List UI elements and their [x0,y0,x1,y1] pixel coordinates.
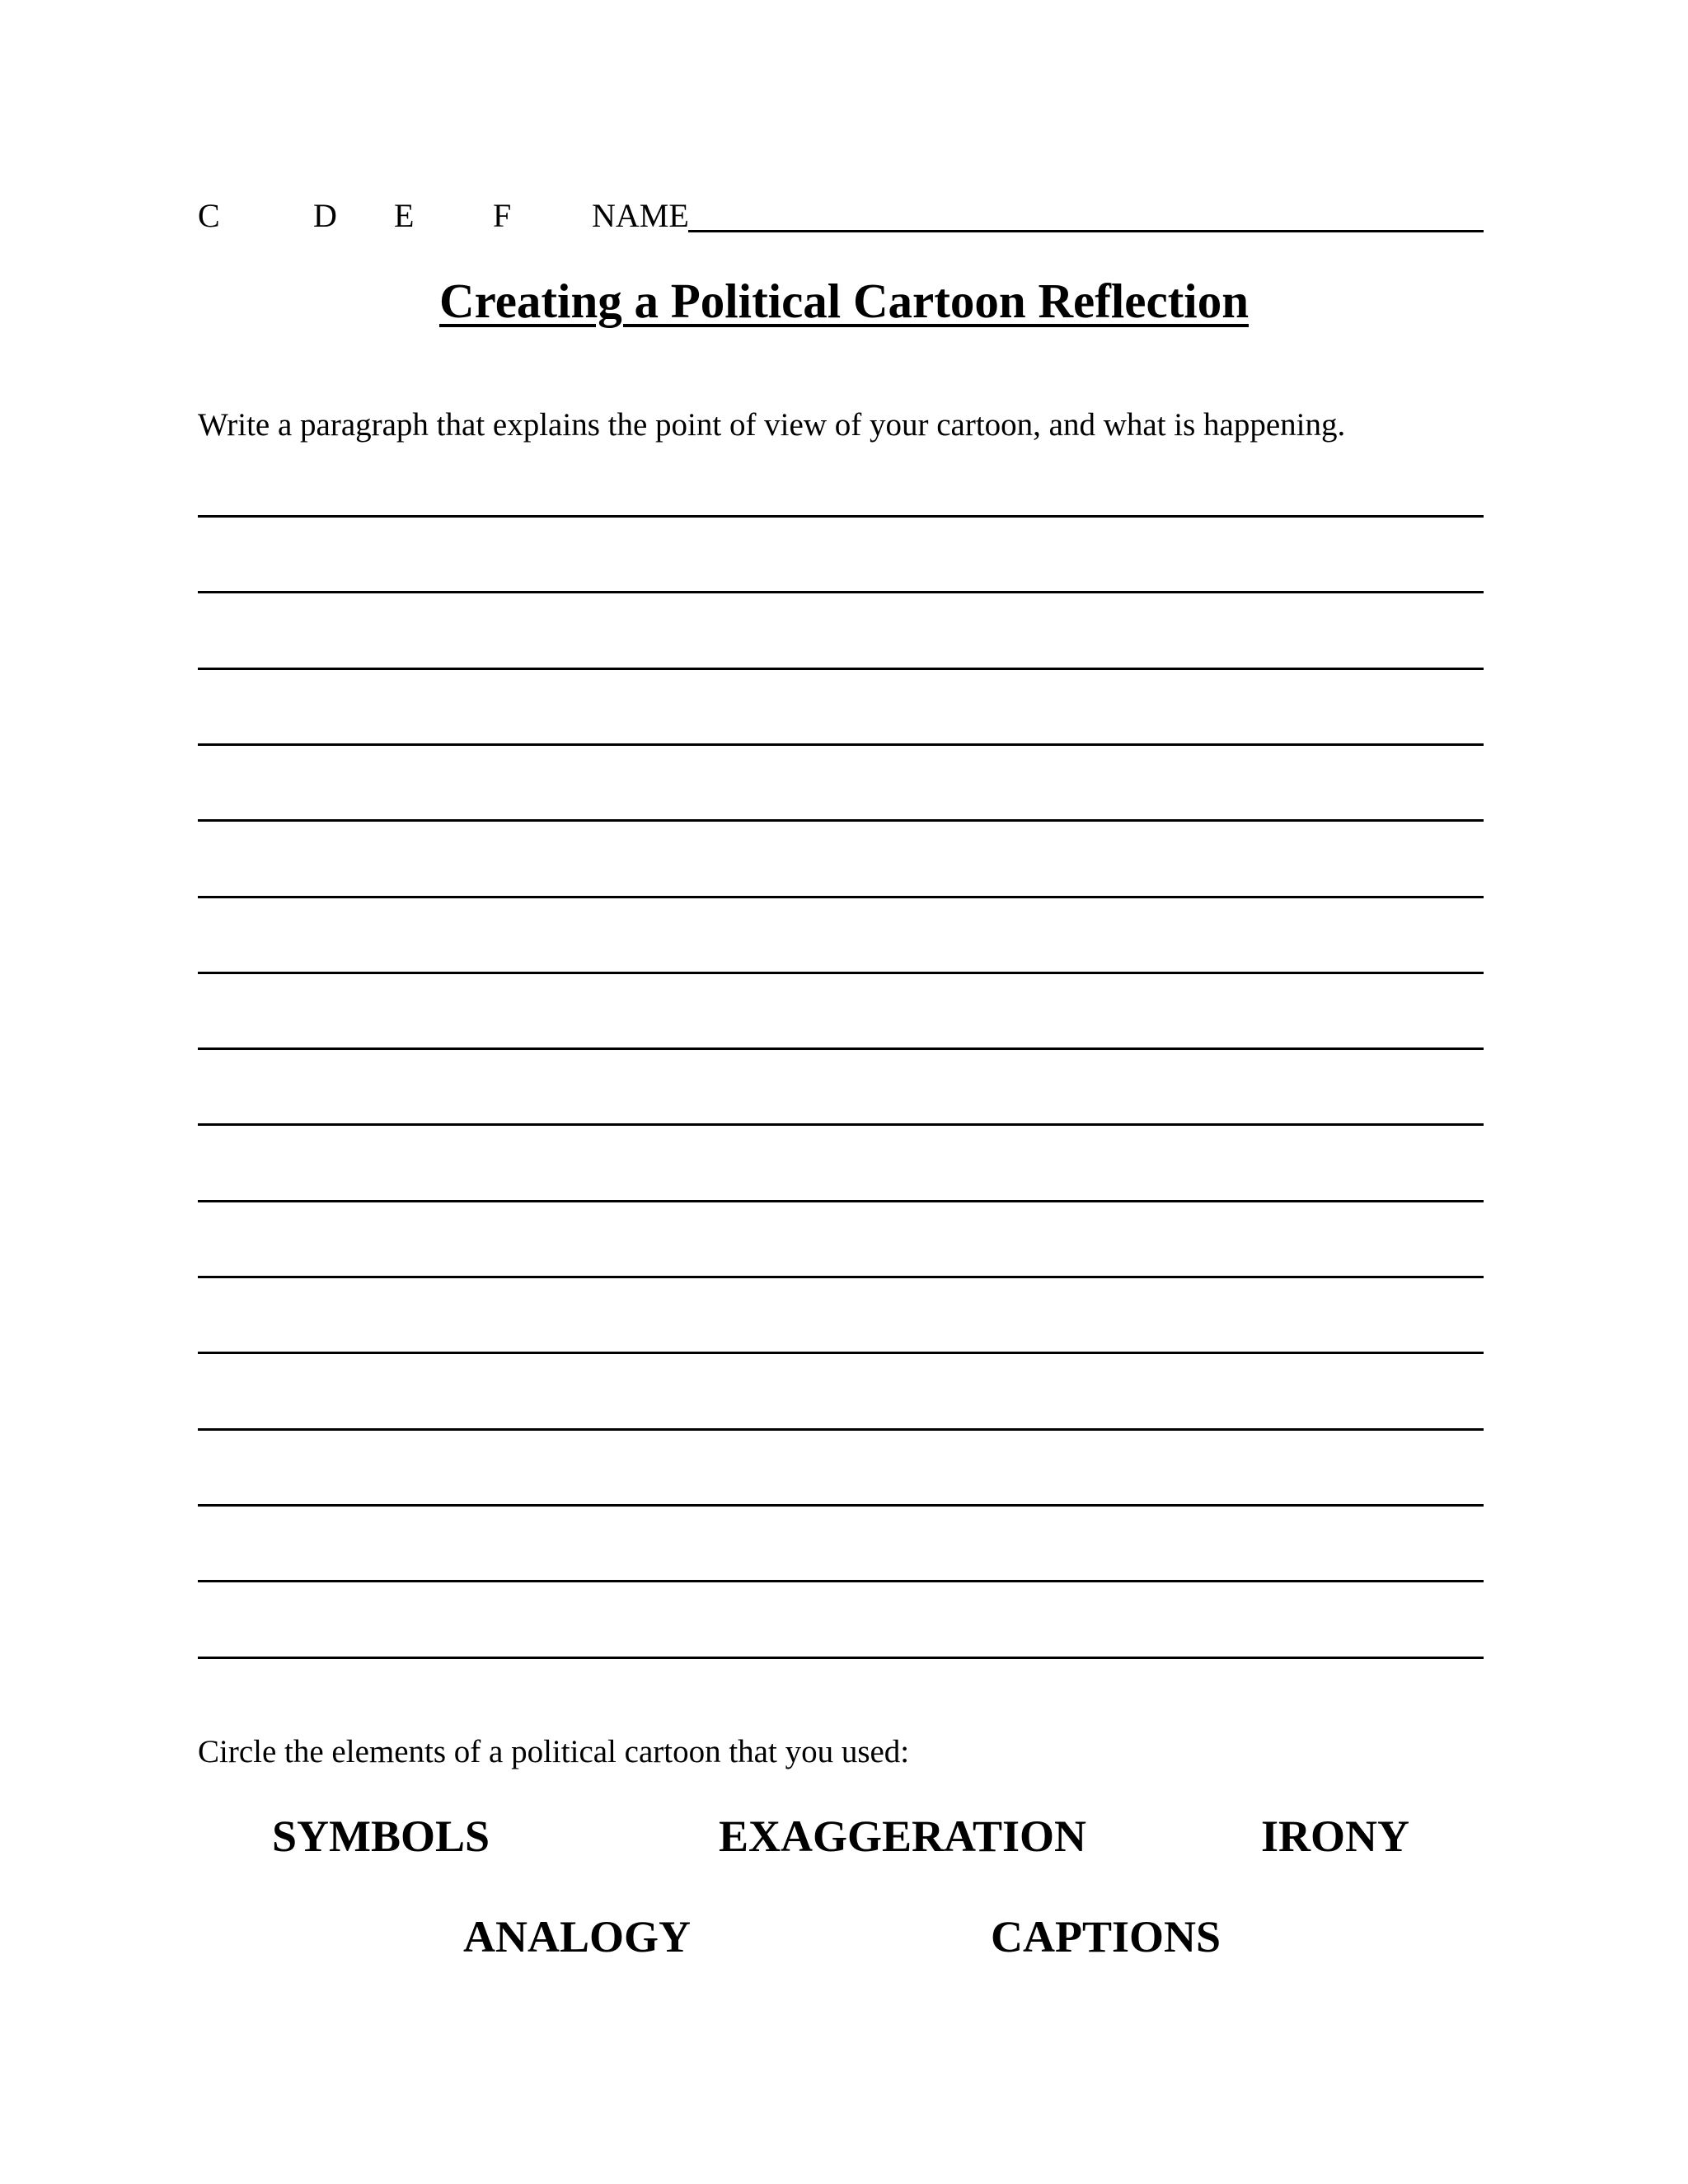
period-d-option[interactable]: D [313,197,337,234]
writing-line[interactable] [198,1580,1484,1582]
period-c-option[interactable]: C [198,197,220,234]
element-exaggeration[interactable]: EXAGGERATION [719,1811,1087,1861]
writing-line[interactable] [198,896,1484,898]
writing-line[interactable] [198,668,1484,670]
writing-line[interactable] [198,515,1484,518]
circle-elements-prompt: Circle the elements of a political cartoon that you used: [198,1734,910,1769]
writing-line[interactable] [198,1352,1484,1354]
page-title [0,272,1688,330]
writing-line[interactable] [198,743,1484,746]
writing-line[interactable] [198,1200,1484,1202]
writing-line[interactable] [198,1428,1484,1431]
writing-line[interactable] [198,1123,1484,1126]
element-irony[interactable]: IRONY [1261,1811,1410,1861]
period-e-option[interactable]: E [394,197,415,234]
name-field[interactable] [688,230,1484,232]
writing-line[interactable] [198,1276,1484,1278]
element-symbols[interactable]: SYMBOLS [272,1811,490,1861]
writing-line[interactable] [198,972,1484,974]
writing-line[interactable] [198,819,1484,822]
writing-line[interactable] [198,591,1484,593]
writing-line[interactable] [198,1657,1484,1659]
paragraph-prompt: Write a paragraph that explains the point of view of your cartoon, and what is happening. [198,407,1346,443]
writing-line[interactable] [198,1047,1484,1050]
element-analogy[interactable]: ANALOGY [463,1912,692,1961]
name-label: NAME [592,197,689,234]
element-captions[interactable]: CAPTIONS [991,1912,1221,1961]
page-title-text: Creating a Political Cartoon Reflection [438,274,1250,328]
period-f-option[interactable]: F [493,197,512,234]
writing-line[interactable] [198,1504,1484,1507]
